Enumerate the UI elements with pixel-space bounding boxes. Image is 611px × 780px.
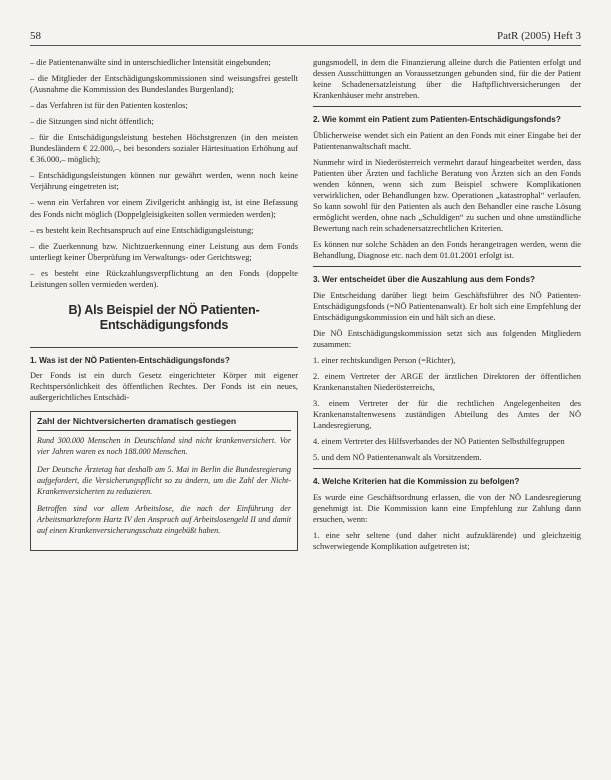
bullet-item: – die Zuerkennung bzw. Nichtzuerkennung einer Leistung aus dem Fonds unterliegt keiner Überprüfung im Verwaltungs- oder Gerichtsweg; (30, 241, 298, 262)
list-item: 3. einem Vertreter der für die rechtlichen Angelegenheiten des Krankenanstaltenwesens zuständigen Abteilung des Amtes der NÖ Landesregierung, (313, 398, 581, 430)
left-column (30, 57, 298, 551)
list-item: 2. einem Vertreter der ARGE der ärztlichen Direktoren der öffentlichen Krankenanstalten Niederösterreichs, (313, 371, 581, 392)
bullet-item: – für die Entschädigungsleistung bestehen Höchstgrenzen (in den meisten Bundesländern € 22.000,–, bei besonders sozialer Härtesituation Erhöhung auf € 36.000,– möglich); (30, 133, 298, 165)
question-heading-2: 2. Wie kommt ein Patient zum Patienten-Entschädigungsfonds? (313, 115, 561, 125)
journal-reference: PatR (2005) Heft 3 (496, 30, 581, 42)
paragraph: Die Entscheidung darüber liegt beim Geschäftsführer des NÖ Patienten-Entschädigungsfonds (=NÖ Patientenanwalt). Er holt sich eine Empfehlung der Entschädigungskommission ein und hält sich an diese. (313, 290, 581, 322)
info-box-title: Zahl der Nichtversicherten dramatisch gestiegen (37, 416, 291, 431)
bullet-item: – die Mitglieder der Entschädigungskommissionen sind weisungsfrei gestellt (Ausnahme die Kommission des Bundeslandes Burgenland); (30, 74, 298, 95)
bullet-item: – die Sitzungen sind nicht öffentlich; (30, 117, 154, 127)
section-rule (313, 468, 581, 469)
bullet-item: – es besteht kein Rechtsanspruch auf eine Entschädigungsleistung; (30, 225, 254, 235)
list-item: 1. einer rechtskundigen Person (=Richter), (313, 355, 456, 365)
paragraph: 1. eine sehr seltene (und daher nicht aufzuklärende) und gleichzeitig schwerwiegende Komplikation aufgetreten ist; (313, 530, 581, 551)
bullet-item: – die Patientenanwälte sind in unterschiedlicher Intensität eingebunden; (30, 58, 271, 67)
question-heading-3: 3. Wer entscheidet über die Auszahlung aus dem Fonds? (313, 275, 536, 285)
question-1-text: Der Fonds ist ein durch Gesetz eingerichteter Körper mit eigener Rechtspersönlichkeit des öffentlichen Rechtes. Der Fonds ist ein neues, außergerichtliches Entschädi- (30, 371, 298, 403)
list-item: 4. einem Vertreter des Hilfsverbandes der NÖ Patienten Selbsthilfegruppen (313, 437, 565, 447)
info-box-paragraph: Rund 300.000 Menschen in Deutschland sind nicht krankenversichert. Vor vier Jahren waren es noch 188.000 Menschen. (37, 436, 291, 457)
paragraph: Üblicherweise wendet sich ein Patient an den Fonds mit einer Eingabe bei der Patientenanwaltschaft macht. (313, 130, 581, 151)
bullet-item: – wenn ein Verfahren vor einem Zivilgericht anhängig ist, ist eine Befassung des Fonds nicht möglich (Doppelgleisigkeiten sollen vermieden werden); (30, 198, 298, 219)
section-rule (313, 266, 581, 267)
section-rule (30, 347, 298, 348)
question-heading-1: 1. Was ist der NÖ Patienten-Entschädigungsfonds? (30, 355, 230, 365)
info-box-paragraph: Betroffen sind vor allem Arbeitslose, die nach der Einführung der Arbeitsmarktreform Hartz IV den Anspruch auf Arbeitslosengeld II und damit auf einen Krankenversicherungsschutz eingebüßt haben. (37, 504, 291, 535)
continued-text: gungsmodell, in dem die Finanzierung alleine durch die Patienten erfolgt und dessen Ausschüttungen an Voraussetzungen gebunden sind, für die der Patient keine Schadenersatzleistung über die Haftpflichtversicherungen der Krankenhäuser mehr anstreben. (313, 58, 581, 101)
paragraph: Nunmehr wird in Niederösterreich vermehrt darauf hingearbeitet werden, dass Patienten über Ärzten und fachliche Beratung von Ärzten sich an den Fonds wenden können, wenn sich zum Beispiel schwere Komplikationen verwirklichen, oder Behandlungen bzw. Operationen „katastrophal“ verlaufen. So kann sowohl für den Patienten als auch den Behandler eine rasche Lösung ermöglicht werden, ohne nach „Schuldigen“ zu suchen und ohne umständliche Bewertung nach rein schadenersatzrechtlichen Kriterien. (313, 157, 581, 233)
bullet-item: – Entschädigungsleistungen können nur gewährt werden, wenn noch keine Verjährung eingetreten ist; (30, 171, 298, 192)
paragraph: Es können nur solche Schäden an den Fonds herangetragen werden, wenn die Behandlung, Diagnose etc. nach dem 01.01.2001 erfolgt ist. (313, 240, 581, 261)
section-rule (313, 106, 581, 107)
paragraph: Es wurde eine Geschäftsordnung erlassen, die von der NÖ Landesregierung genehmigt ist. Die Kommission kann eine Empfehlung zur Zahlung dann ersuchen, wenn: (313, 492, 581, 524)
section-heading: B) Als Beispiel der NÖ Patienten-Entschädigungsfonds (68, 302, 260, 332)
info-box (30, 411, 298, 550)
bullet-item: – es besteht eine Rückzahlungsverpflichtung an den Fonds (doppelte Leistungen sollen vermieden werden). (30, 268, 298, 289)
right-column (313, 57, 581, 557)
paragraph: Die NÖ Entschädigungskommission setzt sich aus folgenden Mitgliedern zusammen: (313, 328, 581, 349)
list-item: 5. und dem NÖ Patientenanwalt als Vorsitzendem. (313, 453, 482, 463)
page-number: 58 (30, 30, 41, 42)
header-rule (30, 45, 581, 46)
question-heading-4: 4. Welche Kriterien hat die Kommission zu befolgen? (313, 477, 520, 487)
bullet-item: – das Verfahren ist für den Patienten kostenlos; (30, 101, 188, 111)
info-box-paragraph: Der Deutsche Ärztetag hat deshalb am 5. Mai in Berlin die Bundesregierung aufgefordert, die Versicherungspflicht so zu ändern, um die Zahl der Nicht-Krankenversicherten zu reduzieren. (37, 464, 291, 496)
